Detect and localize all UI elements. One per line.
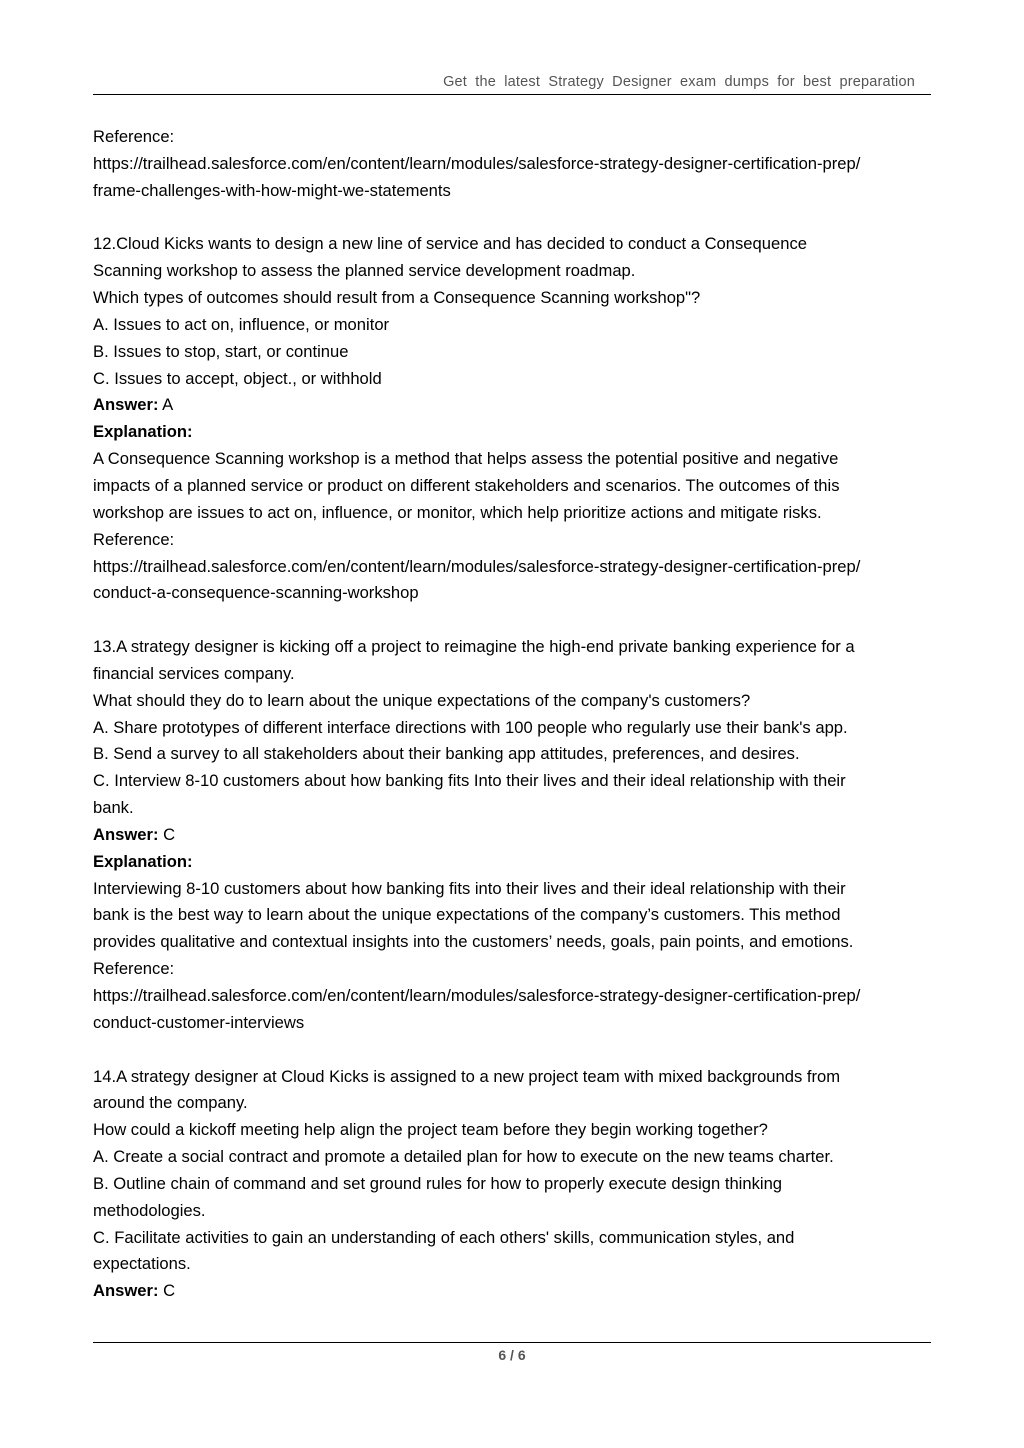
question-text: financial services company. <box>93 663 295 683</box>
answer-value: C <box>158 824 176 844</box>
reference-label: Reference: <box>93 959 175 979</box>
page-header <box>93 72 931 95</box>
explanation-text: Interviewing 8-10 customers about how banking fits into their lives and their ideal relationship with their <box>93 878 846 898</box>
answer-label: Answer: <box>93 1281 159 1301</box>
explanation-text: bank is the best way to learn about the unique expectations of the company’s customers. This method <box>93 905 841 925</box>
answer-value: A <box>158 395 174 415</box>
answer-line <box>93 392 938 419</box>
option-b-continued: methodologies. <box>93 1200 206 1220</box>
option-b: B. Send a survey to all stakeholders about their banking app attitudes, preferences, and desires. <box>93 744 800 764</box>
page-footer <box>93 1342 931 1363</box>
page-number: 6 / 6 <box>498 1347 526 1363</box>
answer-line <box>93 822 938 849</box>
option-a: A. Issues to act on, influence, or monitor <box>93 314 390 334</box>
explanation-text: A Consequence Scanning workshop is a method that helps assess the potential positive and negative <box>93 449 839 469</box>
option-c-continued: bank. <box>93 798 134 818</box>
option-a: A. Share prototypes of different interface directions with 100 people who regularly use their bank's app. <box>93 717 848 737</box>
reference-url-line: https://trailhead.salesforce.com/en/content/learn/modules/salesforce-strategy-designer-certification-prep/ <box>93 986 861 1005</box>
answer-line <box>93 1278 938 1305</box>
question-text: 14.A strategy designer at Cloud Kicks is assigned to a new project team with mixed backgrounds from <box>93 1066 841 1086</box>
question-text: Scanning workshop to assess the planned service development roadmap. <box>93 261 636 281</box>
reference-label: Reference: <box>93 529 175 549</box>
question-text: around the company. <box>93 1093 248 1113</box>
option-c: C. Issues to accept, object., or withhold <box>93 368 382 388</box>
reference-url-line: frame-challenges-with-how-might-we-statements <box>93 180 451 200</box>
option-c: C. Interview 8-10 customers about how banking fits Into their lives and their ideal relationship with their <box>93 771 846 791</box>
question-text: 12.Cloud Kicks wants to design a new line of service and has decided to conduct a Consequence <box>93 234 807 254</box>
option-a: A. Create a social contract and promote a detailed plan for how to execute on the new teams charter. <box>93 1147 834 1167</box>
explanation-label: Explanation: <box>93 851 193 871</box>
reference-url-line: conduct-customer-interviews <box>93 1012 305 1032</box>
option-c-continued: expectations. <box>93 1254 191 1274</box>
question-prompt: How could a kickoff meeting help align the project team before they begin working together? <box>93 1120 768 1140</box>
explanation-text: impacts of a planned service or product on different stakeholders and scenarios. The outcomes of this <box>93 475 840 495</box>
question-prompt: What should they do to learn about the unique expectations of the company's customers? <box>93 690 751 710</box>
page-content <box>93 124 938 1305</box>
option-c: C. Facilitate activities to gain an understanding of each others' skills, communication styles, and <box>93 1227 795 1247</box>
option-b: B. Issues to stop, start, or continue <box>93 341 349 361</box>
header-text: Get the latest Strategy Designer exam dumps for best preparation <box>443 74 915 90</box>
reference-url-line: https://trailhead.salesforce.com/en/content/learn/modules/salesforce-strategy-designer-certification-prep/ <box>93 556 861 576</box>
question-prompt: Which types of outcomes should result from a Consequence Scanning workshop"? <box>93 288 701 308</box>
question-block <box>93 634 938 1037</box>
reference-label: Reference: <box>93 127 175 146</box>
reference-url-line: conduct-a-consequence-scanning-workshop <box>93 583 419 603</box>
reference-url-line: https://trailhead.salesforce.com/en/content/learn/modules/salesforce-strategy-designer-certification-prep/ <box>93 153 861 173</box>
answer-label: Answer: <box>93 395 159 415</box>
explanation-text: workshop are issues to act on, influence, or monitor, which help prioritize actions and mitigate risks. <box>93 502 822 522</box>
answer-label: Answer: <box>93 824 159 844</box>
explanation-text: provides qualitative and contextual insights into the customers’ needs, goals, pain points, and emotions. <box>93 932 854 952</box>
question-text: 13.A strategy designer is kicking off a project to reimagine the high-end private banking experience for a <box>93 637 855 657</box>
answer-value: C <box>158 1281 176 1301</box>
explanation-label: Explanation: <box>93 422 193 442</box>
question-block <box>93 231 938 607</box>
option-b: B. Outline chain of command and set ground rules for how to properly execute design thinking <box>93 1173 783 1193</box>
question-block <box>93 1064 938 1306</box>
